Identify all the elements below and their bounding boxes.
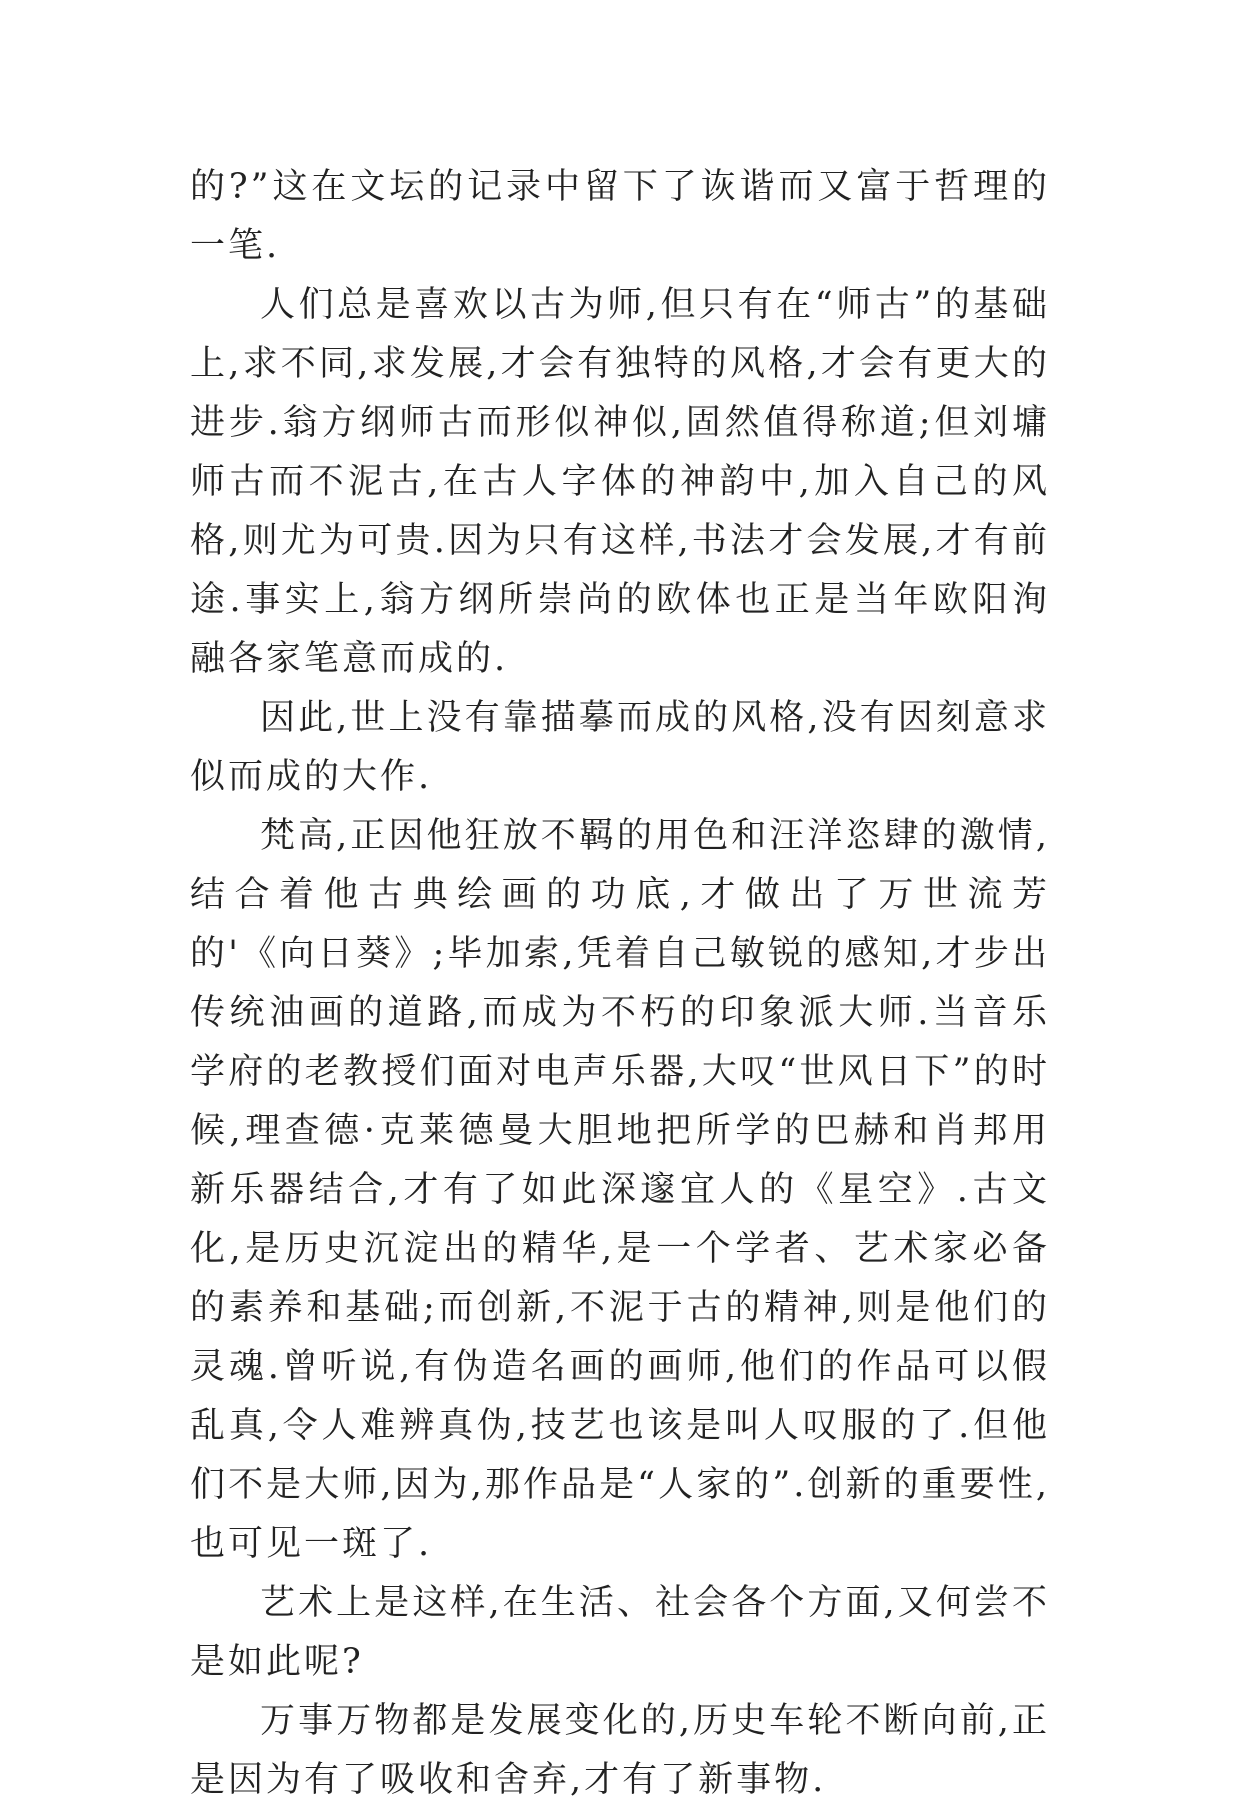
- paragraph-5: 艺术上是这样,在生活、社会各个方面,又何尝不是如此呢?: [190, 1583, 1050, 1682]
- paragraph-2: 人们总是喜欢以古为师,但只有在“师古”的基础上,求不同,求发展,才会有独特的风格,才会有更大的进步.翁方纲师古而形似神似,固然值得称道;但刘墉师古而不泥古,在古人字体的神韵中,加入自己的风格,则尤为可贵.因为只有这样,书法才会发展,才有前途.事实上,翁方纲所崇尚的欧体也正是当年欧阳洵融各家笔意而成的.: [190, 285, 1050, 679]
- body-text: [190, 158, 1050, 1810]
- paragraph-4: 梵高,正因他狂放不羁的用色和汪洋恣肆的激情,结合着他古典绘画的功底,才做出了万世流芳的'《向日葵》;毕加索,凭着自己敏锐的感知,才步出传统油画的道路,而成为不朽的印象派大师.当音乐学府的老教授们面对电声乐器,大叹“世风日下”的时候,理查德·克莱德曼大胆地把所学的巴赫和肖邦用新乐器结合,才有了如此深邃宜人的《星空》.古文化,是历史沉淀出的精华,是一个学者、艺术家必备的素养和基础;而创新,不泥于古的精神,则是他们的灵魂.曾听说,有伪造名画的画师,他们的作品可以假乱真,令人难辨真伪,技艺也该是叫人叹服的了.但他们不是大师,因为,那作品是“人家的”.创新的重要性,也可见一斑了.: [190, 816, 1050, 1564]
- paragraph-6: 万事万物都是发展变化的,历史车轮不断向前,正是因为有了吸收和舍弃,才有了新事物.: [190, 1701, 1050, 1800]
- paragraph-3: 因此,世上没有靠描摹而成的风格,没有因刻意求似而成的大作.: [190, 698, 1050, 797]
- paragraph-1: 的?”这在文坛的记录中留下了诙谐而又富于哲理的一笔.: [190, 167, 1050, 266]
